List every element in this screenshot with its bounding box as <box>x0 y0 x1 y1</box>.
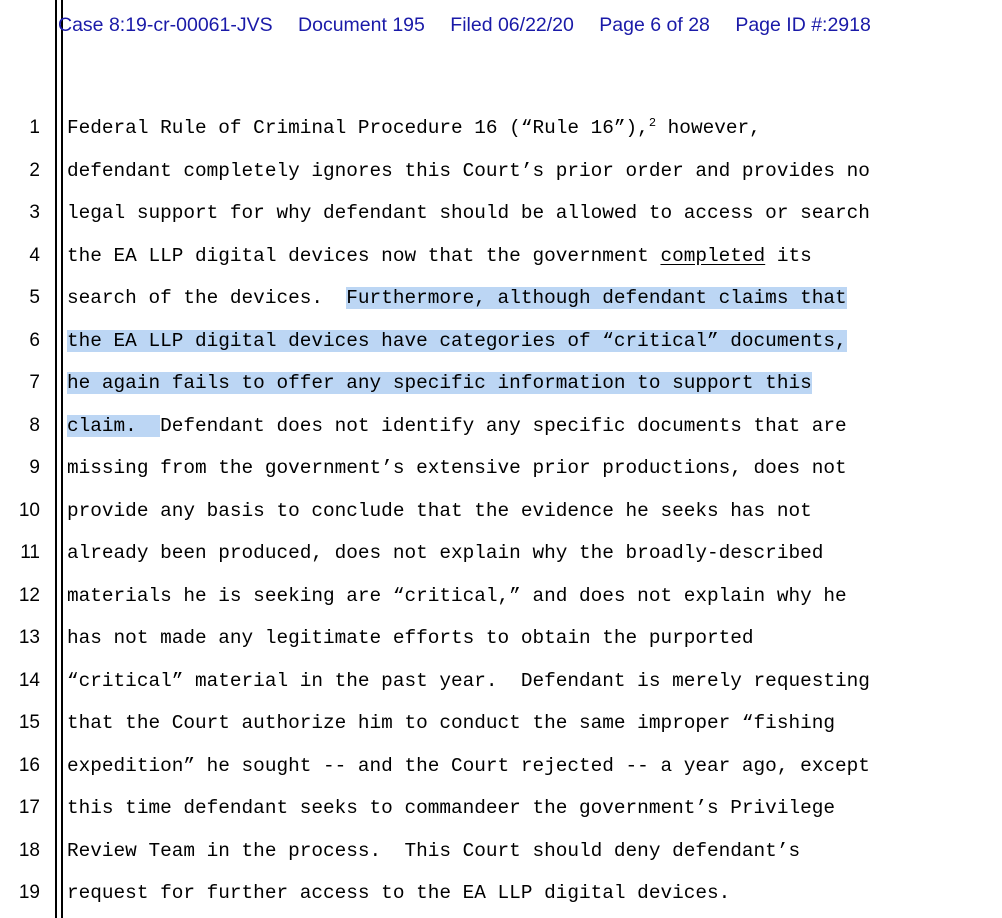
body-line[interactable]: claim. Defendant does not identify any specific documents that are <box>67 415 847 437</box>
body-line[interactable] <box>67 372 812 394</box>
body-line[interactable]: this time defendant seeks to commandeer the government’s Privilege <box>67 797 835 819</box>
left-margin-rule <box>61 0 63 918</box>
body-line[interactable]: the EA LLP digital devices now that the government completed its <box>67 245 812 267</box>
body-line[interactable]: Review Team in the process. This Court should deny defendant’s <box>67 840 801 862</box>
body-line[interactable]: search of the devices. Furthermore, although defendant claims that <box>67 287 847 309</box>
filed-date: Filed 06/22/20 <box>450 14 574 36</box>
document-number: Document 195 <box>298 14 425 36</box>
line-number: 15 <box>18 712 40 733</box>
line-number: 1 <box>29 117 40 138</box>
footnote-marker[interactable]: 2 <box>648 116 657 130</box>
line-number: 19 <box>18 882 40 903</box>
line-number: 7 <box>29 372 40 393</box>
line-number: 12 <box>18 585 40 606</box>
highlighted-text: the EA LLP digital devices have categories of “critical” documents, <box>67 330 847 352</box>
body-line[interactable]: provide any basis to conclude that the evidence he seeks has not <box>67 500 812 522</box>
line-number: 4 <box>29 245 40 266</box>
body-line[interactable]: has not made any legitimate efforts to obtain the purported <box>67 627 754 649</box>
line-number: 9 <box>29 457 40 478</box>
highlighted-text: he again fails to offer any specific information to support this <box>67 372 812 394</box>
line-number: 16 <box>18 755 40 776</box>
line-number: 10 <box>18 500 40 521</box>
line-number: 13 <box>18 627 40 648</box>
body-line[interactable] <box>67 330 847 352</box>
line-number: 18 <box>18 840 40 861</box>
case-header <box>58 14 871 37</box>
line-number: 5 <box>29 287 40 308</box>
page-count: Page 6 of 28 <box>599 14 710 36</box>
page-id: Page ID #:2918 <box>735 14 871 36</box>
line-number: 6 <box>29 330 40 351</box>
body-line[interactable]: that the Court authorize him to conduct the same improper “fishing <box>67 712 835 734</box>
line-number: 11 <box>20 542 40 563</box>
line-number: 8 <box>29 415 40 436</box>
line-number: 17 <box>18 797 40 818</box>
body-line[interactable]: “critical” material in the past year. Defendant is merely requesting <box>67 670 870 692</box>
body-line[interactable]: missing from the government’s extensive prior productions, does not <box>67 457 847 479</box>
line-number: 3 <box>29 202 40 223</box>
line-number: 14 <box>18 670 40 691</box>
body-line[interactable]: legal support for why defendant should be allowed to access or search <box>67 202 870 224</box>
body-line[interactable]: materials he is seeking are “critical,” and does not explain why he <box>67 585 847 607</box>
body-line[interactable]: defendant completely ignores this Court’s prior order and provides no <box>67 160 870 182</box>
highlighted-text: claim. <box>67 415 161 437</box>
underlined-word: completed <box>660 245 766 267</box>
body-line[interactable]: request for further access to the EA LLP digital devices. <box>67 882 731 904</box>
left-margin-rule <box>55 0 57 918</box>
case-number: Case 8:19-cr-00061-JVS <box>58 14 273 36</box>
body-line[interactable]: expedition” he sought -- and the Court rejected -- a year ago, except <box>67 755 870 777</box>
body-line[interactable]: already been produced, does not explain why the broadly-described <box>67 542 824 564</box>
line-number: 2 <box>29 160 40 181</box>
body-line[interactable]: Federal Rule of Criminal Procedure 16 (“Rule 16”),$^2$ however, <box>67 116 761 139</box>
highlighted-text: Furthermore, although defendant claims that <box>346 287 847 309</box>
